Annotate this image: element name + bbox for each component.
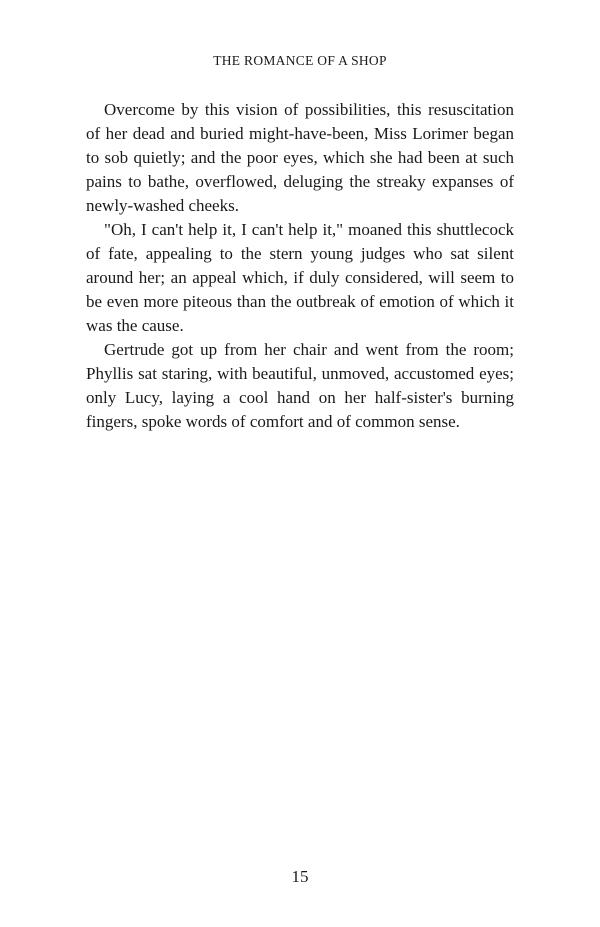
paragraph-3: Gertrude got up from her chair and went from the room; Phyllis sat staring, with beautiful, unmoved, accustomed eyes; only Lucy, laying a cool hand on her half-sister's burning fingers, spoke words of comfort and of common sense. [86, 340, 514, 431]
body-text [86, 98, 514, 434]
page-number: 15 [291, 867, 309, 886]
paragraph-2: "Oh, I can't help it, I can't help it," moaned this shuttlecock of fate, appealing to the stern young judges who sat silent around her; an appeal which, if duly considered, will seem to be even more piteous than the outbreak of emotion of which it was the cause. [86, 220, 514, 335]
running-head: THE ROMANCE OF A SHOP [213, 53, 387, 68]
paragraph-1: Overcome by this vision of possibilities, this resuscitation of her dead and buried might-have-been, Miss Lorimer began to sob quietly; and the poor eyes, which she had been at such pains to bathe, overflowed, deluging the streaky expanses of newly-washed cheeks. [86, 100, 514, 215]
